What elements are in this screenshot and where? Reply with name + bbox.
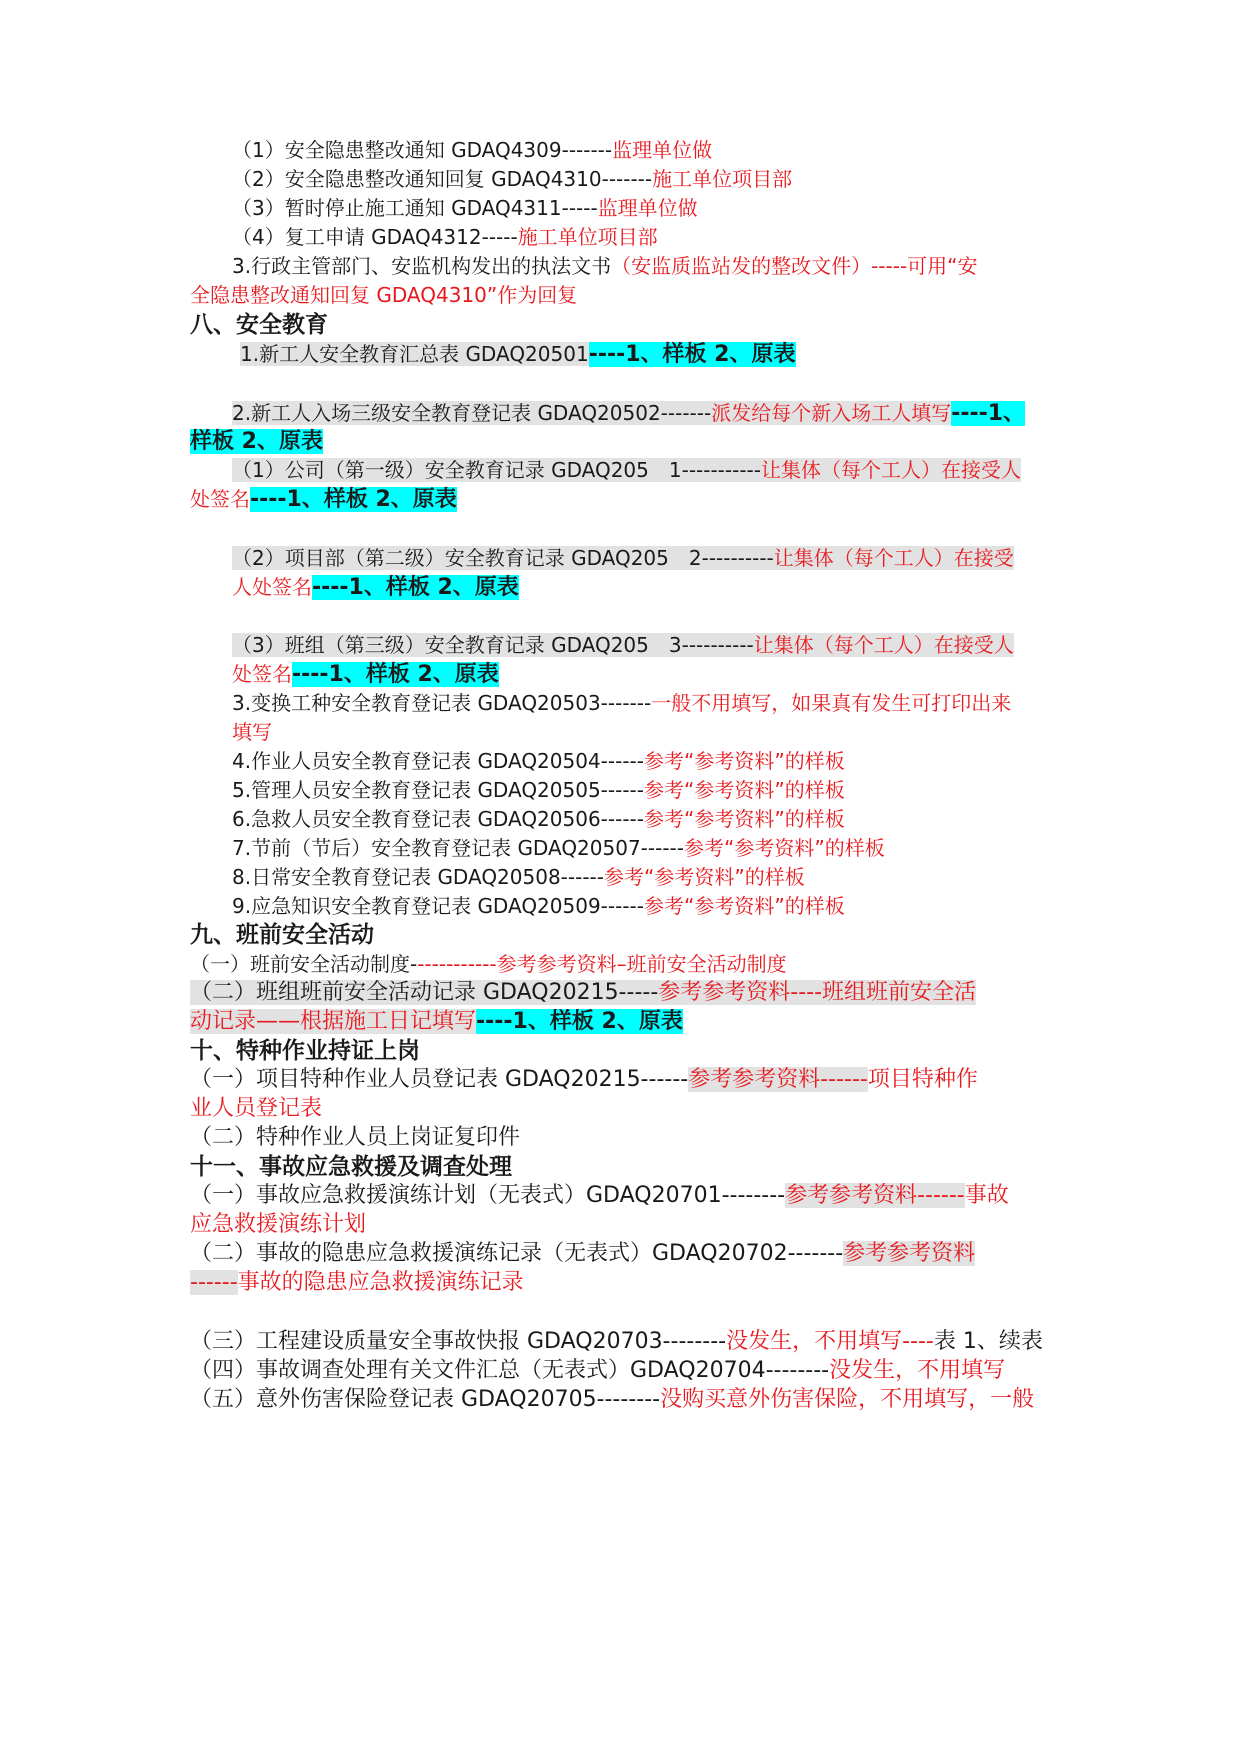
sec8-sub-2-note: 让集体（每个工人）在接受 (773, 546, 1014, 570)
notice-text: （2）安全隐患整改通知回复 GDAQ4310------- (232, 167, 653, 191)
sec8-sub-3-note: 让集体（每个工人）在接受人 (753, 633, 1014, 657)
sec8-sub-1-note: 让集体（每个工人）在接受人 (760, 458, 1021, 482)
sec11-item-4-text: （四）事故调查处理有关文件汇总（无表式）GDAQ20704-------- (190, 1358, 830, 1383)
section-10-title: 十、特种作业持证上岗 (190, 1038, 420, 1064)
sec9-item-1 (190, 951, 1050, 977)
sec8-item-3-note-cont: 填写 (232, 720, 272, 744)
sec11-item-1-note: 事故 (964, 1183, 1009, 1208)
item-note: 参考“参考资料”的样板 (603, 865, 805, 889)
sec8-item-2-line2 (190, 428, 1050, 455)
item-note: 参考“参考资料”的样板 (683, 836, 885, 860)
sec8-item-6 (232, 806, 1050, 832)
sec9-item-1-text: （一）班前安全活动制度- (190, 952, 418, 976)
item-3-note: （安监质监站发的整改文件）-----可用“安 (611, 254, 978, 278)
sec11-item-1-note-cont: 应急救援演练计划 (190, 1212, 367, 1237)
notice-item-1 (232, 137, 1092, 163)
sec8-item-8 (232, 864, 1050, 890)
sec8-item-2-line1 (232, 400, 1050, 427)
sec11-item-5 (190, 1387, 1050, 1413)
sec8-item-3-note: 一般不用填写，如果真有发生可打印出来 (651, 691, 1012, 715)
item-note: 参考“参考资料”的样板 (643, 807, 845, 831)
item-text: 5.管理人员安全教育登记表 GDAQ20505------ (232, 778, 644, 802)
notice-note: 施工单位项目部 (517, 225, 658, 249)
item-note: 参考“参考资料”的样板 (643, 894, 845, 918)
sample-original-tag: 样板 2、原表 (190, 429, 323, 454)
notice-text: （4）复工申请 GDAQ4312----- (232, 225, 518, 249)
sec8-item-1-text: 1.新工人安全教育汇总表 GDAQ20501 (240, 342, 589, 366)
notice-note: 监理单位做 (597, 196, 698, 220)
sec8-item-9 (232, 893, 1050, 919)
sec8-sub-2-note-cont: 人处签名 (232, 575, 312, 599)
notice-item-3 (232, 195, 1092, 221)
sec11-item-5-note: 没购买意外伤害保险，不用填写，一般 (660, 1387, 1035, 1412)
sec11-item-1-ref: 参考参考资料------ (785, 1183, 965, 1208)
sec11-item-2-dash: ------ (190, 1270, 238, 1295)
item-text: 7.节前（节后）安全教育登记表 GDAQ20507------ (232, 836, 684, 860)
item-3-line2 (190, 282, 1050, 308)
sec11-item-5-text: （五）意外伤害保险登记表 GDAQ20705-------- (190, 1387, 661, 1412)
sec10-item-1-note: 项目特种作 (867, 1067, 978, 1092)
sec8-item-5 (232, 777, 1050, 803)
sec8-item-1 (240, 341, 1100, 368)
sec11-item-2-ref: 参考参考资料 (843, 1241, 976, 1266)
sec10-item-1-text: （一）项目特种作业人员登记表 GDAQ20215------ (190, 1067, 689, 1092)
sec8-sub-1-text: （1）公司（第一级）安全教育记录 GDAQ205 1----------- (232, 458, 761, 482)
sec11-item-3-note: 没发生，不用填写---- (726, 1329, 934, 1354)
item-3-text: 3.行政主管部门、安监机构发出的执法文书 (232, 254, 612, 278)
item-note: 参考“参考资料”的样板 (643, 778, 845, 802)
item-text: 8.日常安全教育登记表 GDAQ20508------ (232, 865, 604, 889)
sec11-item-2-text: （二）事故的隐患应急救援演练记录（无表式）GDAQ20702------- (190, 1241, 844, 1266)
sec8-sub-1-line1 (232, 457, 1050, 483)
sec8-item-4 (232, 748, 1050, 774)
sec11-item-3-extra: 表 1、续表 (933, 1329, 1043, 1354)
sec8-sub-3-note-cont: 处签名 (232, 662, 292, 686)
sec10-item-1-ref: 参考参考资料------ (688, 1067, 868, 1092)
sec8-item-7 (232, 835, 1050, 861)
sec8-item-2-text: 2.新工人入场三级安全教育登记表 GDAQ20502------- (232, 401, 712, 425)
section-8-title: 八、安全教育 (190, 312, 328, 338)
item-text: 9.应急知识安全教育登记表 GDAQ20509------ (232, 894, 644, 918)
sec8-item-2-note: 派发给每个新入场工人填写 (711, 401, 952, 425)
section-9-title: 九、班前安全活动 (190, 922, 374, 948)
section-11-title: 十一、事故应急救援及调查处理 (190, 1154, 512, 1180)
sec9-item-2-line1 (190, 980, 1050, 1006)
sec11-item-1-text: （一）事故应急救援演练计划（无表式）GDAQ20701-------- (190, 1183, 786, 1208)
notice-note: 监理单位做 (612, 138, 713, 162)
item-note: 参考“参考资料”的样板 (643, 749, 845, 773)
sec8-sub-1-note-cont: 处签名 (190, 487, 250, 511)
sec8-sub-2-text: （2）项目部（第二级）安全教育记录 GDAQ205 2---------- (232, 546, 774, 570)
sec8-sub-3-line1 (232, 632, 1050, 658)
sec8-sub-3-text: （3）班组（第三级）安全教育记录 GDAQ205 3---------- (232, 633, 754, 657)
sec11-item-2-note: 事故的隐患应急救援演练记录 (237, 1270, 524, 1295)
sec11-item-2-line1 (190, 1241, 1050, 1267)
item-3-line1 (232, 253, 1050, 279)
sec9-item-1-note: -----------参考参考资料–班前安全活动制度 (417, 952, 787, 976)
sec8-sub-1-line2 (190, 486, 1050, 513)
sec9-item-2-line2 (190, 1009, 1050, 1035)
sec11-item-1-line2 (190, 1212, 1050, 1238)
sec11-item-4-note: 没发生，不用填写 (829, 1358, 1006, 1383)
sec10-item-1-note-cont: 业人员登记表 (190, 1096, 323, 1121)
sec10-item-2 (190, 1125, 1050, 1151)
sample-original-tag: ----1、样板 2、原表 (292, 662, 499, 687)
sec8-sub-2-line1 (232, 545, 1050, 571)
notice-text: （1）安全隐患整改通知 GDAQ4309------- (232, 138, 613, 162)
sec10-item-1-line2 (190, 1096, 1050, 1122)
item-3-note-end: 作为回复 (497, 283, 578, 307)
sec11-item-3-text: （三）工程建设质量安全事故快报 GDAQ20703-------- (190, 1329, 727, 1354)
item-text: 6.急救人员安全教育登记表 GDAQ20506------ (232, 807, 644, 831)
item-text: 4.作业人员安全教育登记表 GDAQ20504------ (232, 749, 644, 773)
sec9-item-2-note: 参考参考资料----班组班前安全活 (658, 980, 977, 1005)
sec10-item-2-text: （二）特种作业人员上岗证复印件 (190, 1125, 521, 1150)
sample-original-tag: ----1、样板 2、原表 (312, 575, 519, 600)
item-3-note-cont: 全隐患整改通知回复 GDAQ4310” (190, 283, 498, 307)
sec9-item-2-note-cont: 动记录——根据施工日记填写 (190, 1009, 477, 1034)
sec8-sub-3-line2 (232, 661, 1050, 688)
sec8-item-3-text: 3.变换工种安全教育登记表 GDAQ20503------- (232, 691, 652, 715)
notice-note: 施工单位项目部 (652, 167, 793, 191)
sec8-item-3-line2 (232, 719, 1050, 745)
sec11-item-2-line2 (190, 1270, 1050, 1296)
sec10-item-1-line1 (190, 1067, 1050, 1093)
notice-text: （3）暂时停止施工通知 GDAQ4311----- (232, 196, 598, 220)
notice-item-2 (232, 166, 1092, 192)
notice-item-4 (232, 224, 1092, 250)
sec8-item-3-line1 (232, 690, 1050, 716)
sample-original-tag: ----1、样板 2、原表 (476, 1009, 683, 1034)
sec11-item-3 (190, 1329, 1050, 1355)
sample-original-tag: ----1、 (951, 401, 1026, 426)
sec8-sub-2-line2 (232, 574, 1050, 601)
sample-original-tag: ----1、样板 2、原表 (588, 342, 796, 367)
sample-original-tag: ----1、样板 2、原表 (250, 487, 457, 512)
sec11-item-4 (190, 1358, 1050, 1384)
sec11-item-1-line1 (190, 1183, 1050, 1209)
sec9-item-2-text: （二）班组班前安全活动记录 GDAQ20215----- (190, 980, 659, 1005)
